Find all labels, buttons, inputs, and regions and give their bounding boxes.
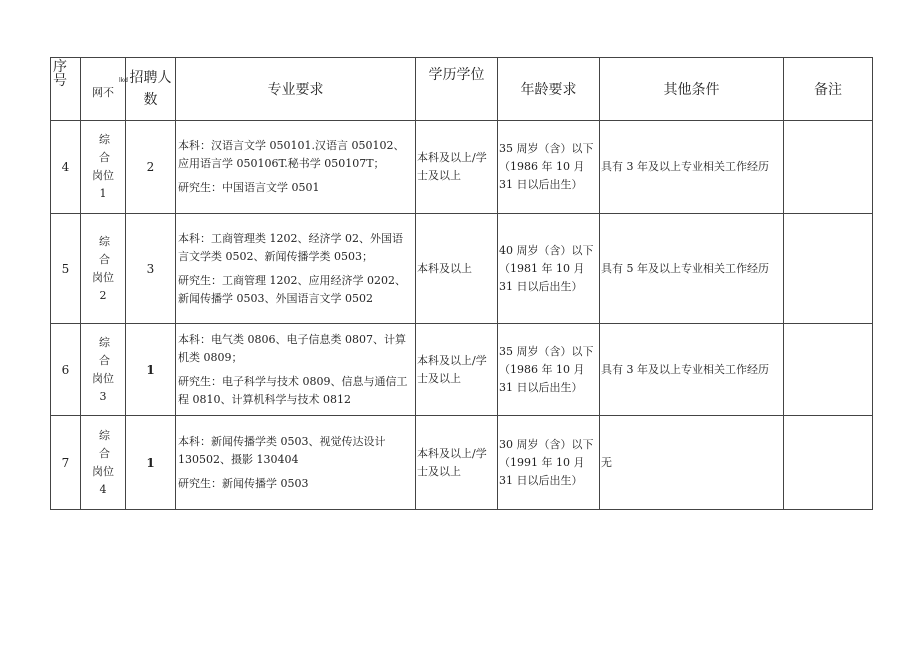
position-cell	[81, 121, 126, 214]
table-row	[51, 416, 873, 510]
age-cell: 40 周岁（含）以下（1981 年 10 月 31 日以后出生）	[498, 214, 600, 324]
education-cell: 本科及以上/学士及以上	[416, 324, 498, 416]
remarks-cell	[784, 214, 873, 324]
major-grad: 研究生：电子科学与技术 0809、信息与通信工程 0810、计算机科学与技术 0812	[178, 374, 408, 406]
table-row	[51, 324, 873, 416]
major-cell	[176, 214, 416, 324]
age-cell: 30 周岁（含）以下（1991 年 10 月 31 日以后出生）	[498, 416, 600, 510]
header-row	[51, 58, 873, 121]
major-grad: 研究生：工商管理 1202、应用经济学 0202、新闻传播学 0503、外国语言文学 0502	[178, 273, 406, 305]
header-age: 年龄要求	[498, 58, 600, 121]
position-cell	[81, 214, 126, 324]
position-number: 4	[99, 482, 107, 496]
major-undergrad: 本科：工商管理类 1202、经济学 02、外国语言文学类 0502、新闻传播学类 0503；	[178, 231, 403, 263]
count-cell: 2	[126, 121, 176, 214]
header-position	[81, 58, 126, 121]
seq-cell: 6	[51, 324, 81, 416]
header-major: 专业要求	[176, 58, 416, 121]
position-cell	[81, 416, 126, 510]
major-grad: 研究生：新闻传播学 0503	[178, 476, 309, 490]
position-line: 岗位	[92, 169, 114, 182]
position-line: 综合	[99, 234, 128, 266]
count-cell: 3	[126, 214, 176, 324]
position-number: 2	[99, 288, 107, 302]
age-cell: 35 周岁（含）以下（1986 年 10 月 31 日以后出生）	[498, 121, 600, 214]
seq-cell: 5	[51, 214, 81, 324]
remarks-cell	[784, 121, 873, 214]
header-other: 其他条件	[600, 58, 784, 121]
major-undergrad: 本科：汉语言文学 050101.汉语言 050102、应用语言学 050106T.秘书学 050107T；	[178, 139, 405, 170]
education-cell: 本科及以上	[416, 214, 498, 324]
other-cell: 具有 5 年及以上专业相关工作经历	[600, 214, 784, 324]
header-seq: 序号	[51, 58, 81, 121]
major-grad: 研究生：中国语言文学 0501	[178, 181, 320, 194]
header-recruit-count: 招聘人数	[126, 58, 176, 121]
position-line: 岗位	[92, 270, 114, 284]
major-undergrad: 本科：电气类 0806、电子信息类 0807、计算机类 0809；	[178, 332, 406, 364]
seq-cell: 7	[51, 416, 81, 510]
other-cell: 无	[600, 416, 784, 510]
header-education: 学历学位	[416, 58, 498, 121]
major-cell	[176, 121, 416, 214]
education-cell: 本科及以上/学士及以上	[416, 416, 498, 510]
position-line: 岗位	[92, 464, 114, 478]
header-remarks: 备注	[784, 58, 873, 121]
major-cell	[176, 324, 416, 416]
header-position-small: lkd	[119, 77, 128, 84]
position-number: 3	[99, 389, 107, 403]
table-row	[51, 214, 873, 324]
major-undergrad: 本科：新闻传播学类 0503、视觉传达设计 130502、摄影 130404	[178, 434, 386, 466]
remarks-cell	[784, 324, 873, 416]
position-number: 1	[99, 187, 107, 200]
major-cell	[176, 416, 416, 510]
position-line: 综合	[99, 133, 128, 164]
count-cell: 1	[126, 324, 176, 416]
seq-cell: 4	[51, 121, 81, 214]
table-row	[51, 121, 873, 214]
remarks-cell	[784, 416, 873, 510]
age-cell: 35 周岁（含）以下（1986 年 10 月 31 日以后出生）	[498, 324, 600, 416]
position-line: 综合	[99, 335, 128, 367]
position-cell	[81, 324, 126, 416]
position-line: 综合	[99, 428, 128, 460]
other-cell: 具有 3 年及以上专业相关工作经历	[600, 121, 784, 214]
education-cell: 本科及以上/学士及以上	[416, 121, 498, 214]
position-line: 岗位	[92, 371, 114, 385]
count-cell: 1	[126, 416, 176, 510]
header-position-label: 网不	[92, 86, 114, 99]
recruitment-table	[50, 57, 873, 510]
other-cell: 具有 3 年及以上专业相关工作经历	[600, 324, 784, 416]
